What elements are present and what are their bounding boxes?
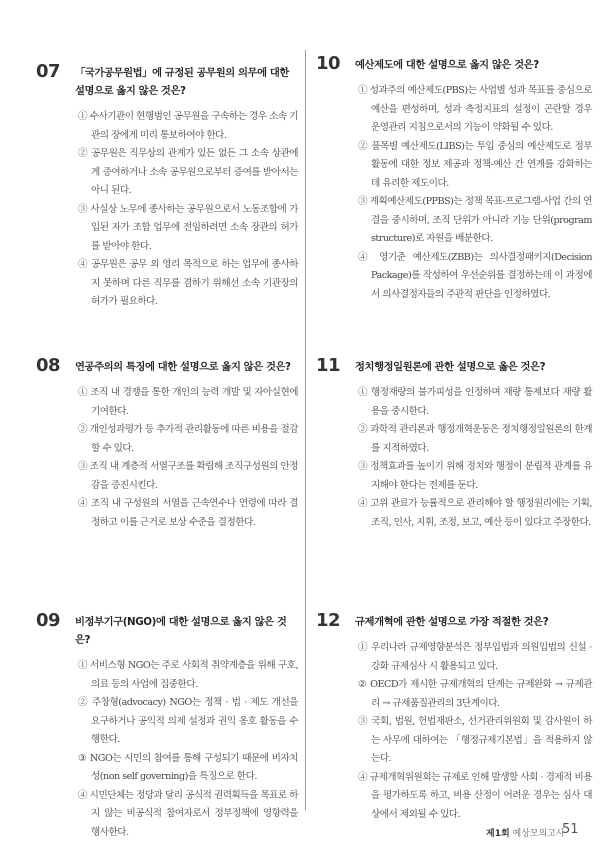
question-stem: 정치행정일원론에 관한 설명으로 옳은 것은? <box>355 361 546 373</box>
question-09 <box>36 610 298 842</box>
question-08 <box>36 355 298 532</box>
question-stem: 규제개혁에 관한 설명으로 가장 적절한 것은? <box>355 616 549 628</box>
question-number: 07 <box>36 61 61 82</box>
option-2[interactable]: ② 공무원은 직무상의 관계가 있든 없든 그 소속 상관에게 증여하거나 소속 공무원으로부터 증여를 받아서는 아니 된다. <box>78 148 298 196</box>
column-divider <box>305 50 306 810</box>
option-2[interactable]: ② 품목별 예산제도(LIBS)는 투입 중심의 예산제도로 정부 활동에 대한 정보 제공과 정책-예산 간 연계를 강화하는 데 유리한 제도이다. <box>358 140 592 189</box>
option-1[interactable]: ① 행정재량의 불가피성을 인정하며 재량 통제보다 재량 활용을 중시한다. <box>358 387 592 417</box>
question-number: 08 <box>36 355 61 376</box>
option-1[interactable]: ① 성과주의 예산제도(PBS)는 사업별 성과 목표를 중심으로 예산을 편성하며, 성과 측정지표의 설정이 곤란할 경우 운영관리 지침으로서의 기능이 약화될 수 있다. <box>358 85 592 133</box>
question-12 <box>316 610 592 824</box>
option-3[interactable]: ③ 국회, 법원, 헌법재판소, 선거관리위원회 및 감사원이 하는 사무에 대하여는 「행정규제기본법」을 적용하지 않는다. <box>358 716 592 764</box>
question-stem: 연공주의의 특징에 대한 설명으로 옳지 않은 것은? <box>75 361 291 373</box>
option-1[interactable]: ① 조직 내 경쟁을 통한 개인의 능력 개발 및 자아실현에 기여한다. <box>78 387 298 417</box>
question-stem: 「국가공무원법」에 규정된 공무원의 의무에 대한 설명으로 옳지 않은 것은? <box>75 67 289 97</box>
option-3[interactable]: ③ 사실상 노무에 종사하는 공무원으로서 노동조합에 가입된 자가 조합 업무에 전임하려면 소속 장관의 허가를 받아야 한다. <box>78 203 298 252</box>
option-1[interactable]: ① 우리나라 규제영향분석은 정부입법과 의원입법의 신설 · 강화 규제심사 시 활용되고 있다. <box>358 642 592 672</box>
option-2[interactable]: ② 주창형(advocacy) NGO는 정책 · 법 · 제도 개선을 요구하거나 공익적 의제 설정과 권익 옹호 활동을 수행한다. <box>78 697 298 745</box>
question-number: 12 <box>316 610 341 631</box>
option-2[interactable]: ② 과학적 관리론과 행정개혁운동은 정치행정일원론의 한계를 지적하였다. <box>358 424 592 454</box>
exam-round: 제1회 <box>486 829 510 839</box>
option-3[interactable]: ③ 정책효과를 높이기 위해 정치와 행정이 분립적 관계를 유지해야 한다는 전제를 둔다. <box>358 461 592 491</box>
question-stem: 예산제도에 대한 설명으로 옳지 않은 것은? <box>355 59 539 71</box>
exam-title: 예상모의고사 <box>512 829 565 839</box>
option-4[interactable]: ④ 조직 내 구성원의 서열을 근속연수나 연령에 따라 결정하고 이를 근거로 보상 수준을 결정한다. <box>78 498 298 528</box>
question-07 <box>36 61 298 312</box>
option-4[interactable]: ④ 규제개혁위원회는 규제로 인해 발생할 사회 · 경제적 비용을 평가하도록 하고, 비용 산정이 어려운 경우는 심사 대상에서 제외될 수 있다. <box>358 771 592 820</box>
question-11 <box>316 355 592 532</box>
question-stem: 비정부기구(NGO)에 대한 설명으로 옳지 않은 것은? <box>75 616 287 646</box>
question-number: 10 <box>316 53 341 74</box>
option-4[interactable]: ④ 시민단체는 정당과 달리 공식적 권력획득을 목표로 하지 않는 비공식적 참여자로서 정부정책에 영향력을 행사한다. <box>78 789 298 838</box>
option-4[interactable]: ④ 영기준 예산제도(ZBB)는 의사결정패키지(Decision Package)를 작성하여 우선순위를 결정하는데 이 과정에서 의사결정자들의 주관적 판단을 인정하였다. <box>358 251 592 300</box>
footer-title <box>486 826 565 839</box>
option-1[interactable]: ① 수사기관이 현행범인 공무원을 구속하는 경우 소속 기관의 장에게 미리 통보하여야 한다. <box>78 111 298 141</box>
option-1[interactable]: ① 서비스형 NGO는 주로 사회적 취약계층을 위해 구호, 의료 등의 사업에 집중한다. <box>78 660 298 690</box>
question-number: 09 <box>36 610 61 631</box>
option-4[interactable]: ④ 고위 관료가 능률적으로 관리해야 할 행정원리에는 기획, 조직, 인사, 지휘, 조정, 보고, 예산 등이 있다고 주장한다. <box>358 498 592 528</box>
question-10 <box>316 53 592 304</box>
option-3[interactable]: ③ 조직 내 계층적 서열구조를 확립해 조직구성원의 안정감을 증진시킨다. <box>78 461 298 491</box>
option-4[interactable]: ④ 공무원은 공무 외 영리 목적으로 하는 업무에 종사하지 못하며 다른 직무를 겸하기 위해선 소속 기관장의 허가가 필요하다. <box>78 259 298 307</box>
option-2[interactable]: ② OECD가 제시한 규제개혁의 단계는 규제완화 → 규제관리 → 규제품질관리의 3단계이다. <box>358 679 592 709</box>
page-number: 51 <box>562 822 579 837</box>
question-number: 11 <box>316 355 341 376</box>
option-3[interactable]: ③ 계획예산제도(PPBS)는 정책 목표-프로그램-사업 간의 연결을 중시하며, 조직 단위가 아니라 기능 단위(program structure)로 자원을 배분한다. <box>358 196 592 244</box>
option-2[interactable]: ② 개인성과평가 등 추가적 관리활동에 따른 비용을 절감할 수 있다. <box>78 424 298 454</box>
option-3[interactable]: ③ NGO는 시민의 참여를 통해 구성되기 때문에 비자치성(non self governing)을 특징으로 한다. <box>78 752 298 782</box>
